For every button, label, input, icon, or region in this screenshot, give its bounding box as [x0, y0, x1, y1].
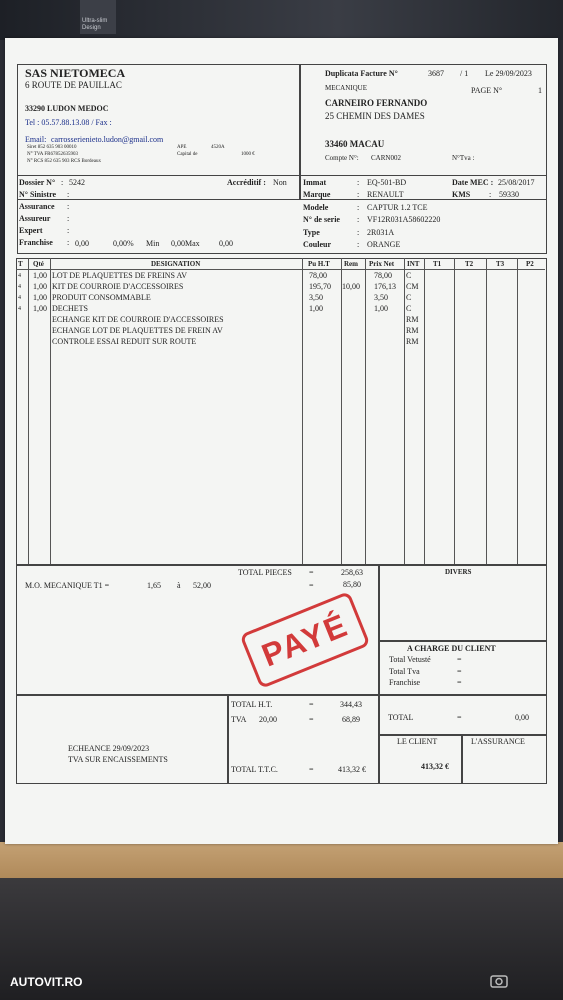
col-divider	[404, 258, 405, 564]
kms-label: KMS	[452, 190, 471, 199]
cell-pu: 3,50	[309, 293, 323, 302]
immat-value: EQ-501-BD	[367, 178, 407, 187]
total-pieces-label: TOTAL PIECES	[238, 568, 292, 577]
total-pieces-eq: =	[309, 568, 314, 577]
serie-value: VF12R031A58602220	[367, 215, 441, 224]
total-tva-label: Total Tva	[389, 667, 420, 676]
invoice-title: Duplicata Facture N°	[325, 69, 398, 78]
total-ttc-label: TOTAL T.T.C.	[231, 765, 278, 774]
mec-label: Date MEC :	[452, 178, 494, 187]
assureur-colon: :	[67, 214, 70, 223]
cell-qte: 1,00	[33, 282, 47, 291]
company-address: 6 ROUTE DE PAUILLAC	[25, 80, 122, 90]
total-ht-label: TOTAL H.T.	[231, 700, 273, 709]
device-badge	[80, 0, 116, 34]
total-eq: =	[457, 713, 462, 722]
cell-net: 3,50	[374, 293, 388, 302]
capital-label: Capital de	[177, 152, 198, 157]
ape-label: APE	[177, 145, 187, 150]
paid-stamp: PAYÉ	[239, 591, 370, 689]
col-divider	[424, 258, 425, 564]
total-tva-eq: =	[457, 667, 462, 676]
badge-line2: Design	[82, 25, 101, 31]
franchise-colon: :	[67, 238, 70, 247]
cell-des: DECHETS	[52, 304, 88, 313]
items-table	[16, 258, 547, 566]
mo-rate: 52,00	[193, 581, 211, 590]
table-header-line	[16, 269, 545, 270]
invoice-number: 3687	[428, 69, 444, 78]
cell-qte: 1,00	[33, 293, 47, 302]
cell-qte: 1,00	[33, 304, 47, 313]
type-label: Type	[303, 228, 320, 237]
franchise-min-label: Min	[146, 239, 160, 248]
total-label: TOTAL	[388, 713, 414, 722]
echeance: ECHEANCE 29/09/2023	[68, 744, 150, 753]
sinistre-label: N° Sinistre	[19, 190, 57, 199]
tva-value: 68,89	[342, 715, 360, 724]
header-int: INT	[407, 260, 420, 268]
vetuste-eq: =	[457, 655, 462, 664]
col-divider	[365, 258, 366, 564]
company-siret: Siret 852 635 903 00010	[27, 145, 77, 150]
couleur-colon: :	[357, 240, 360, 249]
cell-des: PRODUIT CONSOMMABLE	[52, 293, 151, 302]
charge-client-label: A CHARGE DU CLIENT	[407, 644, 496, 653]
dossier-colon: :	[61, 178, 64, 187]
couleur-value: ORANGE	[367, 240, 401, 249]
divers-label: DIVERS	[445, 568, 472, 576]
tva-encaissements: TVA SUR ENCAISSEMENTS	[68, 755, 168, 764]
cell-int: C	[406, 293, 412, 302]
serie-label: N° de serie	[303, 215, 340, 224]
assureur-label: Assureur	[19, 214, 51, 223]
header-t1: T1	[433, 260, 442, 268]
cell-des: ECHANGE LOT DE PLAQUETTES DE FREIN AV	[52, 326, 223, 335]
mo-a: à	[177, 581, 181, 590]
cell-t: 4	[18, 273, 21, 279]
email-label: Email:	[25, 135, 47, 144]
mec-value: 25/08/2017	[498, 178, 535, 187]
col-divider	[517, 258, 518, 564]
total-ttc-eq: =	[309, 765, 314, 774]
header-p2: P2	[526, 260, 534, 268]
expert-colon: :	[67, 226, 70, 235]
client-city: 33460 MACAU	[325, 139, 385, 149]
marque-value: RENAULT	[367, 190, 404, 199]
cell-net: 176,13	[374, 282, 396, 291]
col-divider	[302, 258, 303, 564]
accreditif-value: Non	[273, 178, 287, 187]
col-divider	[50, 258, 51, 564]
mo-hours: 1,65	[147, 581, 161, 590]
client-name: CARNEIRO FERNANDO	[325, 98, 428, 108]
expert-label: Expert	[19, 226, 43, 235]
watermark-logo: AUTOVIT.RO	[10, 975, 83, 989]
client-tva-label: N°Tva :	[452, 154, 475, 162]
modele-label: Modele	[303, 203, 329, 212]
header-rem: Rem	[344, 260, 358, 268]
franchise-amount: 0,00	[75, 239, 89, 248]
cell-pu: 195,70	[309, 282, 331, 291]
footer-left-box	[16, 694, 229, 784]
invoice-slash: / 1	[460, 69, 469, 78]
serie-colon: :	[357, 215, 360, 224]
total-ttc-value: 413,32 €	[338, 765, 366, 774]
dossier-label: Dossier N°	[19, 178, 56, 187]
page-number: 1	[538, 86, 542, 95]
col-divider	[28, 258, 29, 564]
col-divider	[454, 258, 455, 564]
accreditif-label: Accréditif :	[227, 178, 266, 187]
tva-eq: =	[309, 715, 314, 724]
header-pu: Pu H.T	[308, 260, 330, 268]
couleur-label: Couleur	[303, 240, 331, 249]
cell-int: RM	[406, 337, 419, 346]
assurance-label: Assurance	[19, 202, 55, 211]
marque-label: Marque	[303, 190, 331, 199]
cell-des: CONTROLE ESSAI REDUIT SUR ROUTE	[52, 337, 197, 346]
franchise-percent: 0,00%	[113, 239, 134, 248]
type-colon: :	[357, 228, 360, 237]
franchise-max: 0,00	[219, 239, 233, 248]
cell-int: CM	[406, 282, 419, 291]
col-divider	[341, 258, 342, 564]
header-prix-net: Prix Net	[369, 260, 395, 268]
company-tva: N° TVA FR67852635903	[27, 152, 78, 157]
invoice-sheet	[5, 38, 558, 844]
sinistre-colon: :	[67, 190, 70, 199]
floor-background	[0, 878, 563, 1000]
kms-value: 59330	[499, 190, 519, 199]
capital-value: 1000 €	[241, 152, 255, 157]
cell-t: 4	[18, 306, 21, 312]
modele-value: CAPTUR 1.2 TCE	[367, 203, 428, 212]
ape-value: 4520A	[211, 145, 225, 150]
dossier-value: 5242	[69, 178, 85, 187]
mo-eq: =	[309, 581, 314, 590]
cell-t: 4	[18, 295, 21, 301]
modele-colon: :	[357, 203, 360, 212]
invoice-date: Le 29/09/2023	[485, 69, 532, 78]
header-designation: DESIGNATION	[151, 260, 201, 268]
wooden-table	[0, 842, 563, 878]
mo-label: M.O. MECANIQUE T1 =	[25, 581, 110, 590]
total-ht-eq: =	[309, 700, 314, 709]
kms-colon: :	[489, 190, 492, 199]
cell-int: C	[406, 271, 412, 280]
client-street: 25 CHEMIN DES DAMES	[325, 111, 425, 121]
mo-value: 85,80	[343, 580, 361, 589]
cell-des: LOT DE PLAQUETTES DE FREINS AV	[52, 271, 188, 280]
total-pieces-value: 258,63	[341, 568, 363, 577]
total-value: 0,00	[515, 713, 529, 722]
marque-colon: :	[357, 190, 360, 199]
tva-label: TVA	[231, 715, 247, 724]
cell-int: C	[406, 304, 412, 313]
vetuste-label: Total Vetusté	[389, 655, 431, 664]
cell-net: 78,00	[374, 271, 392, 280]
badge-line1: Ultra-slim	[82, 18, 108, 24]
company-city: 33290 LUDON MEDOC	[25, 104, 109, 113]
total-ht-value: 344,43	[340, 700, 362, 709]
header-t: T	[18, 260, 23, 268]
franchise-charge-label: Franchise	[389, 678, 421, 687]
client-amount: 413,32 €	[421, 762, 449, 771]
cell-qte: 1,00	[33, 271, 47, 280]
immat-label: Immat	[303, 178, 327, 187]
cell-des: KIT DE COURROIE D'ACCESSOIRES	[52, 282, 184, 291]
franchise-min: 0,00Max	[171, 239, 200, 248]
camera-icon	[490, 972, 508, 990]
cell-pu: 78,00	[309, 271, 327, 280]
page-label: PAGE N°	[471, 86, 503, 95]
header-qte: Qté	[33, 260, 44, 268]
assurance-colon: :	[67, 202, 70, 211]
company-tel: Tel : 05.57.88.13.08 / Fax :	[25, 118, 112, 127]
type-value: 2R031A	[367, 228, 395, 237]
cell-int: RM	[406, 326, 419, 335]
compte-value: CARN002	[371, 154, 401, 162]
compte-label: Compte N°:	[325, 154, 359, 162]
le-client-label: LE CLIENT	[397, 737, 438, 746]
header-t3: T3	[496, 260, 505, 268]
immat-colon: :	[357, 178, 360, 187]
assurance-label: L'ASSURANCE	[471, 737, 525, 746]
company-email: carrosserienieto.ludon@gmail.com	[51, 135, 164, 144]
cell-rem: 10,00	[342, 282, 360, 291]
cell-pu: 1,00	[309, 304, 323, 313]
company-rcs: N° RCS 852 635 903 RCS Bordeaux	[27, 159, 101, 164]
cell-int: RM	[406, 315, 419, 324]
company-name: SAS NIETOMECA	[25, 66, 126, 80]
col-divider	[486, 258, 487, 564]
tva-rate: 20,00	[259, 715, 277, 724]
franchise-charge-eq: =	[457, 678, 462, 687]
cell-des: ECHANGE KIT DE COURROIE D'ACCESSOIRES	[52, 315, 224, 324]
header-t2: T2	[465, 260, 474, 268]
cell-t: 4	[18, 284, 21, 290]
franchise-label: Franchise	[19, 238, 53, 247]
cell-net: 1,00	[374, 304, 388, 313]
invoice-type: MECANIQUE	[325, 84, 367, 92]
